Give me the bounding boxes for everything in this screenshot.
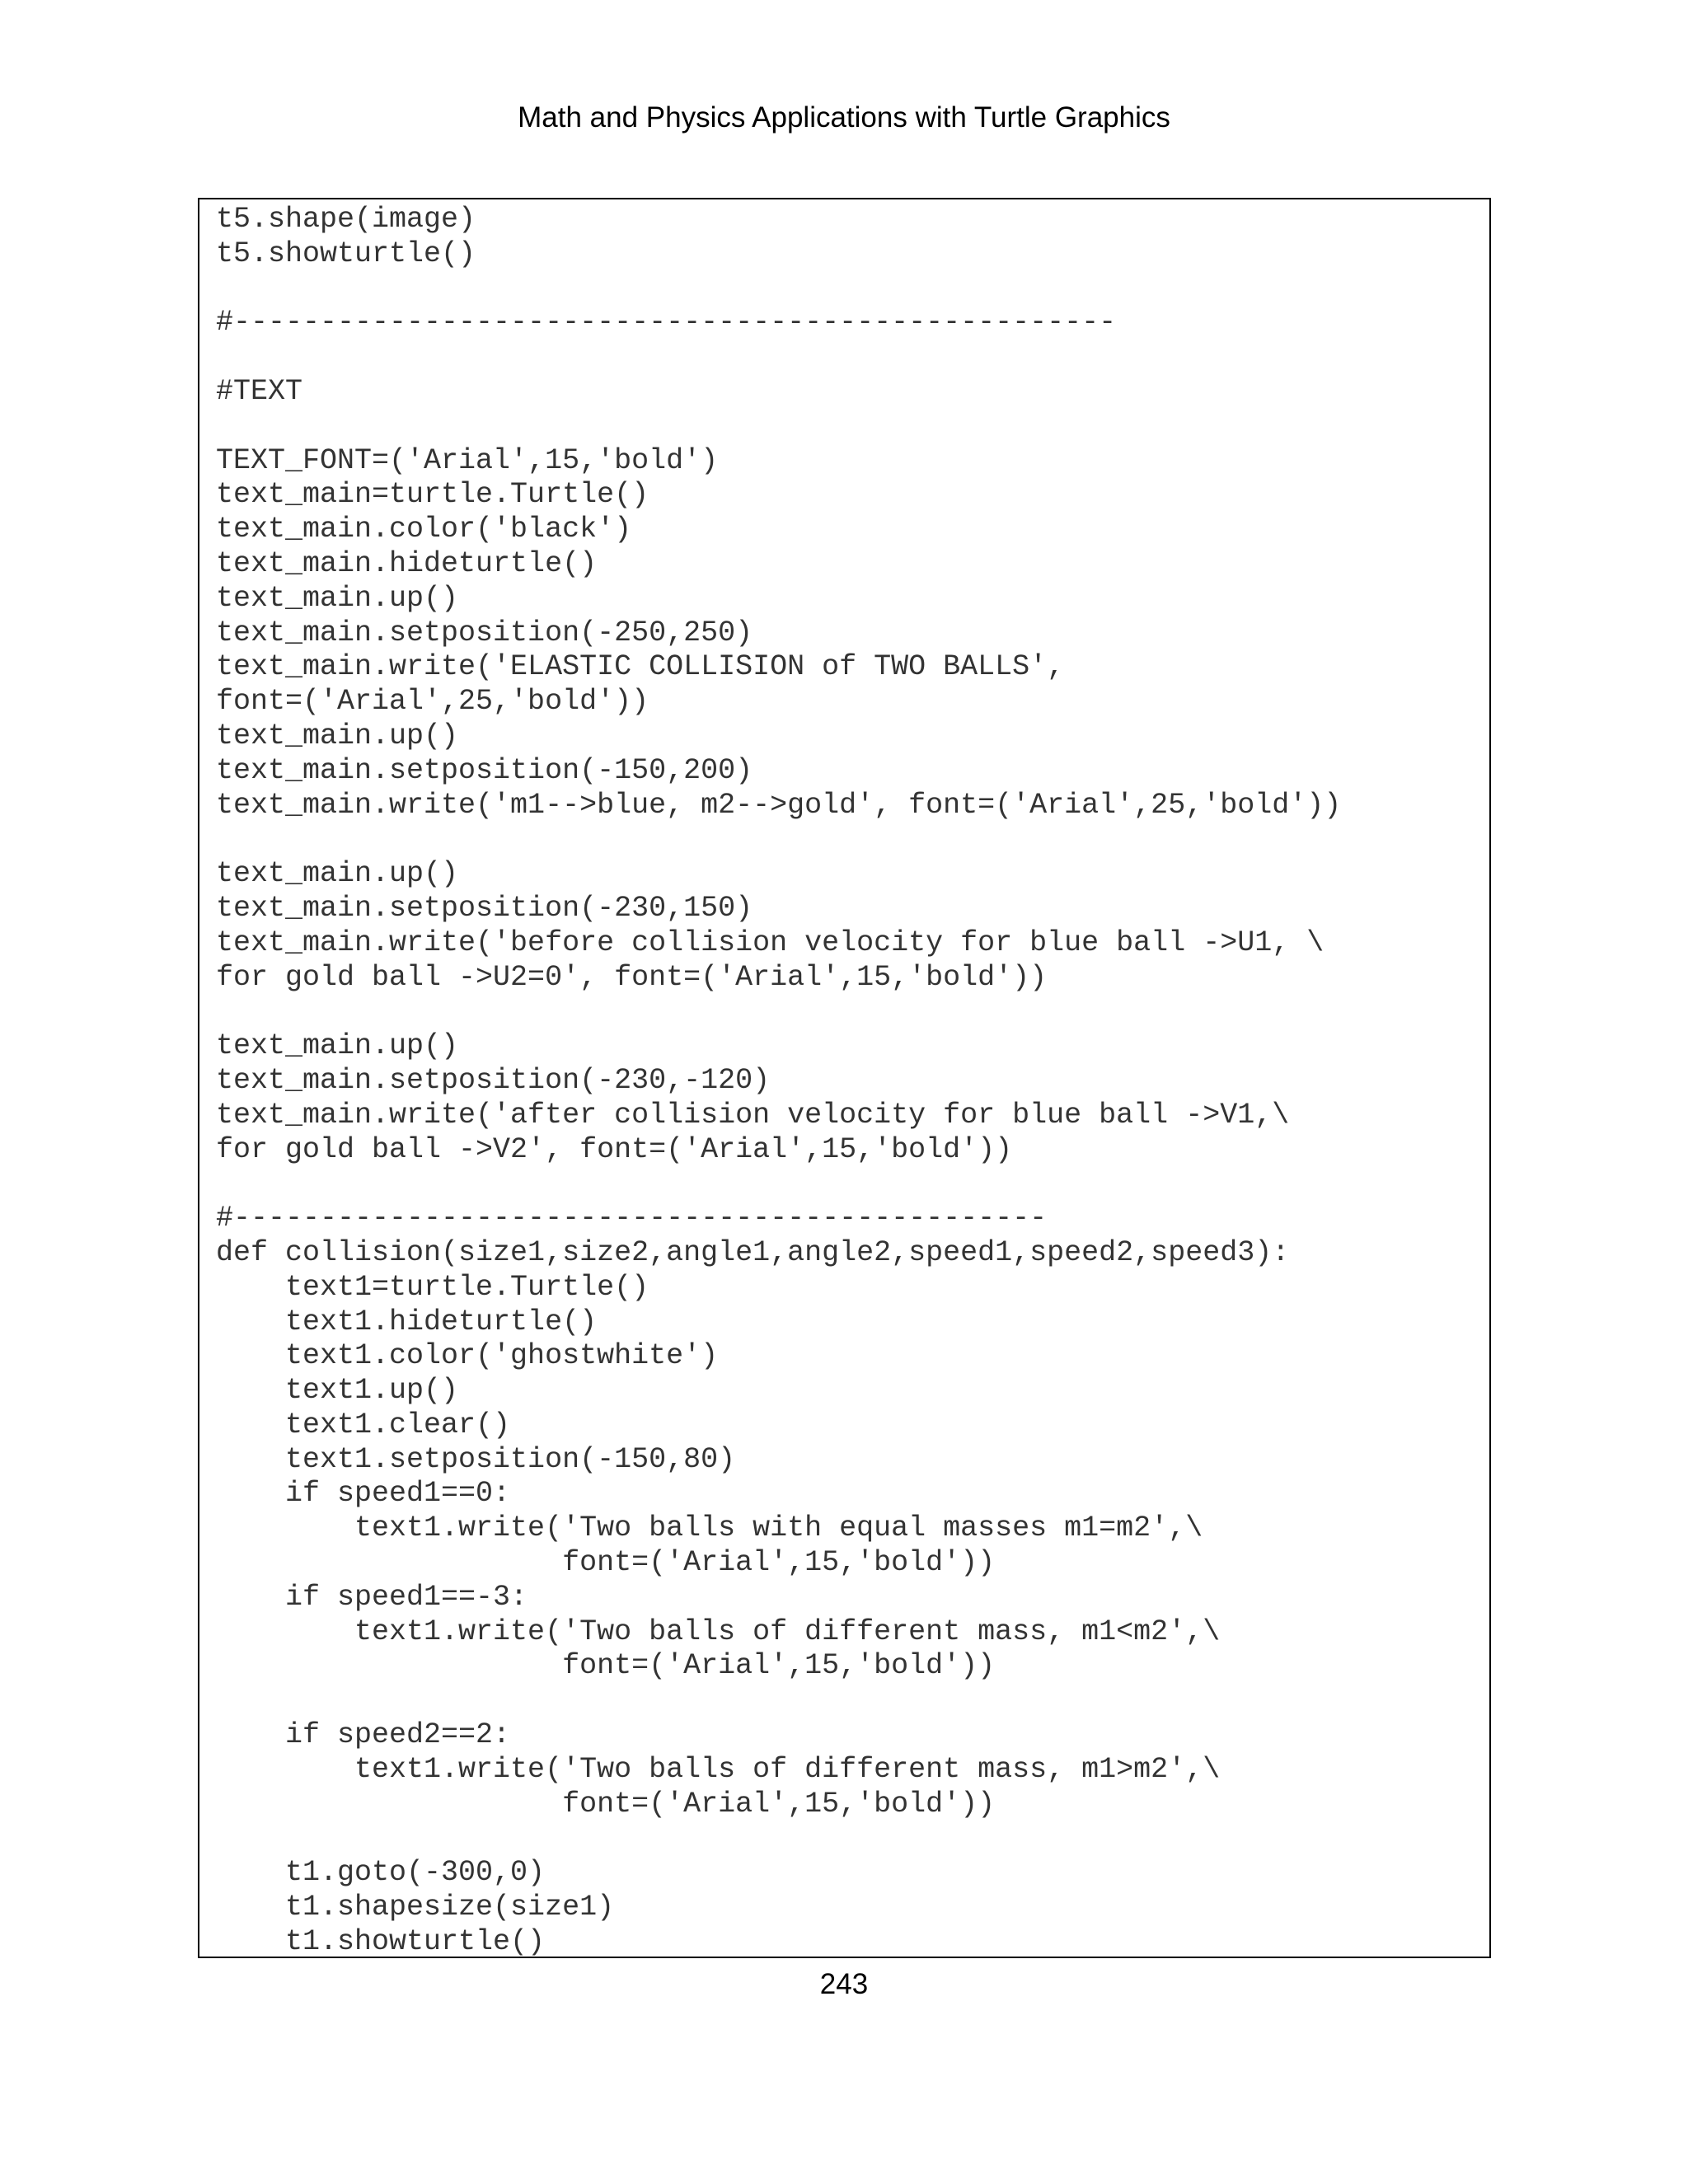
code-line: text_main.setposition(-250,250) [216,616,753,649]
code-line: text1.write('Two balls with equal masses m1=m2',\ [216,1511,1203,1545]
code-line [216,1684,1341,1718]
page-header-title: Math and Physics Applications with Turtle Graphics [518,101,1170,134]
code-line: font=('Arial',15,'bold')) [216,1546,996,1580]
code-line: text_main.write('m1-->blue, m2-->gold', font=('Arial',25,'bold')) [216,788,1342,822]
code-line: #--------------------------------------------------- [216,306,1117,340]
code-line: text_main.setposition(-230,-120) [216,1063,771,1097]
page-number: 243 [819,1968,869,2000]
code-line: text1.setposition(-150,80) [216,1442,736,1476]
code-line: def collision(size1,size2,angle1,angle2,speed1,speed2,speed3): [216,1235,1290,1269]
code-line: #TEXT [216,374,303,408]
code-listing-box [198,198,1491,1958]
code-line: text_main.write('ELASTIC COLLISION of TWO BALLS', [216,650,1065,684]
code-line: text_main.write('before collision velocity for blue ball ->U1, \ [216,926,1325,959]
code-line: t1.goto(-300,0) [216,1856,546,1890]
code-line: t5.shape(image) [216,203,476,236]
code-line: text1.color('ghostwhite') [216,1339,719,1373]
code-line: if speed1==0: [216,1477,511,1511]
code-line: text1.clear() [216,1408,511,1441]
code-line: font=('Arial',15,'bold')) [216,1787,996,1821]
code-line: for gold ball ->U2=0', font=('Arial',15,'bold')) [216,960,1048,994]
code-line: text1.up() [216,1374,459,1408]
code-line: t1.shapesize(size1) [216,1891,615,1924]
code-line: text_main.hideturtle() [216,546,598,580]
code-line: text_main.setposition(-230,150) [216,891,753,925]
code-line [216,272,1341,307]
code-line [216,410,1341,444]
code-line: text_main.color('black') [216,513,632,546]
code-line: text_main.up() [216,719,459,752]
code-line [216,340,1341,375]
code-line: #----------------------------------------------- [216,1202,1048,1235]
code-line [216,995,1341,1029]
code-line: text_main.setposition(-150,200) [216,753,753,787]
code-line [216,823,1341,857]
code-line: text1.write('Two balls of different mass, m1<m2',\ [216,1615,1221,1648]
code-line: text_main.up() [216,1029,459,1063]
code-line: if speed2==2: [216,1718,511,1752]
code-line: font=('Arial',25,'bold')) [216,685,649,719]
code-line: text_main.up() [216,581,459,615]
code-line: for gold ball ->V2', font=('Arial',15,'bold')) [216,1132,1013,1166]
code-line: TEXT_FONT=('Arial',15,'bold') [216,443,719,477]
code-listing [216,203,1341,1958]
code-line [216,1167,1341,1202]
code-line: text_main=turtle.Turtle() [216,478,649,512]
code-line: t5.showturtle() [216,237,476,270]
code-line: text1=turtle.Turtle() [216,1270,649,1304]
code-line: if speed1==-3: [216,1580,528,1614]
code-line: font=('Arial',15,'bold')) [216,1649,996,1683]
code-line: text1.write('Two balls of different mass, m1>m2',\ [216,1752,1221,1786]
code-line: text_main.write('after collision velocity for blue ball ->V1,\ [216,1098,1290,1132]
code-line [216,1821,1341,1856]
code-line: text1.hideturtle() [216,1305,598,1338]
code-line: text_main.up() [216,857,459,891]
code-line: t1.showturtle() [216,1924,546,1958]
